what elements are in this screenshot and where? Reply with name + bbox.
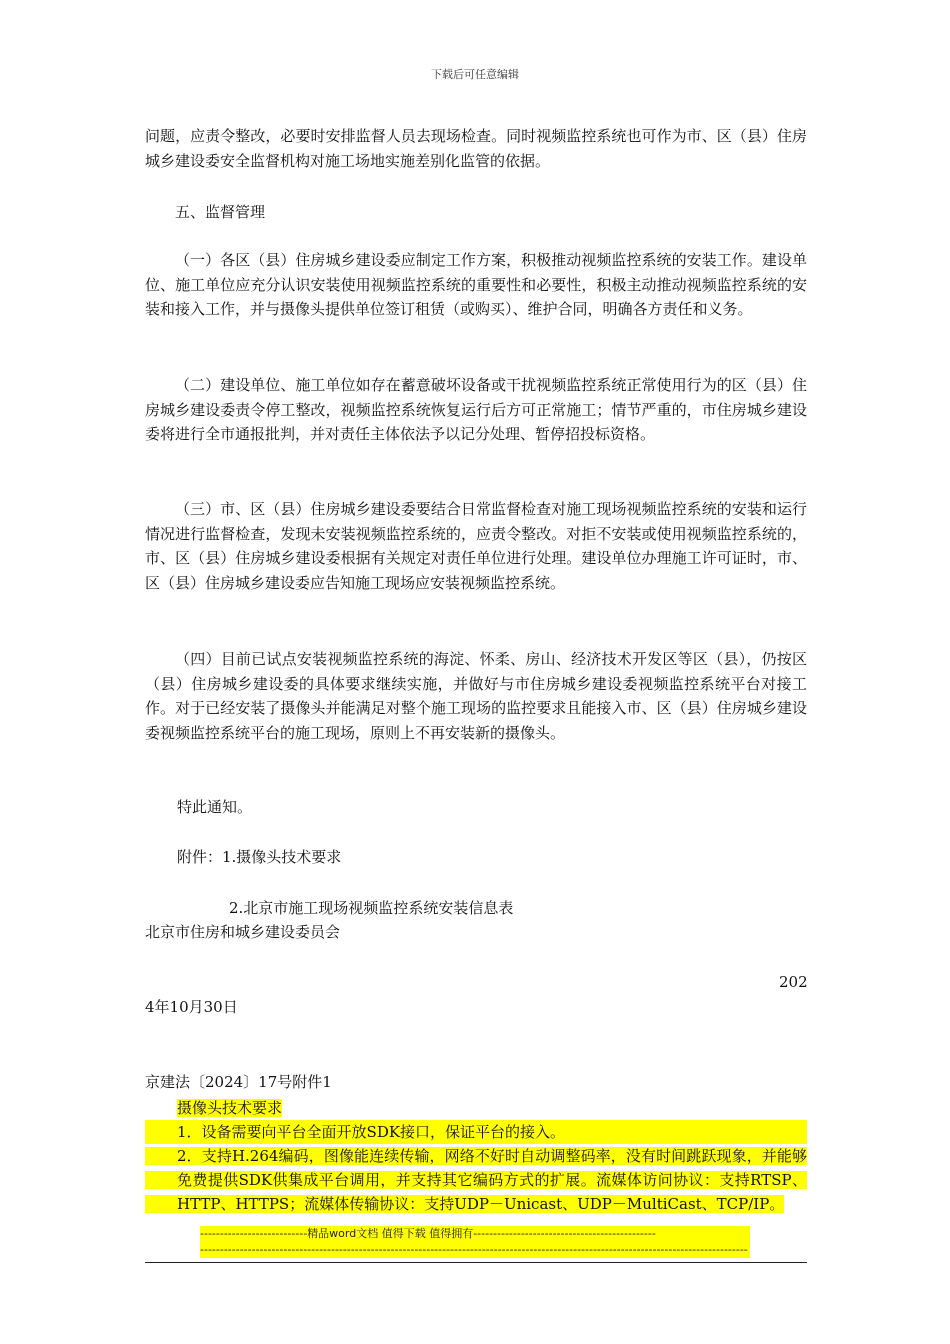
paragraph-item-4: （四）目前已试点安装视频监控系统的海淀、怀柔、房山、经济技术开发区等区（县），仍按区（县）住房城乡建设委的具体要求继续实施，并做好与市住房城乡建设委视频监控系统平台对接工作。对于已经安装了摄像头并能满足对整个施工现场的监控要求且能接入市、区（县）住房城乡建设委视频监控系统平台的施工现场，原则上不再安装新的摄像头。 <box>145 650 807 742</box>
item-three <box>145 497 807 595</box>
footer-rule <box>145 1262 807 1263</box>
attachment-2: 2.北京市施工现场视频监控系统安装信息表 <box>229 899 514 917</box>
item-two <box>145 373 807 447</box>
highlighted-item-1-text: 1．设备需要向平台全面开放SDK接口，保证平台的接入。 <box>145 1120 807 1144</box>
highlighted-item-2-text: 2．支持H.264编码，图像能连续传输，网络不好时自动调整码率，没有时间跳跃现象，并能够免费提供SDK供集成平台调用，并支持其它编码方式的扩展。流媒体访问协议：支持RTSP、HTTP、HTTPS；流媒体传输协议：支持UDP－Unicast、UDP－MultiCast、TCP/IP。 <box>145 1147 807 1213</box>
highlighted-title <box>177 1096 282 1120</box>
paragraph-item-3: （三）市、区（县）住房城乡建设委要结合日常监督检查对施工现场视频监控系统的安装和运行情况进行监督检查，发现未安装视频监控系统的，应责令整改。对拒不安装或使用视频监控系统的，市、区（县）住房城乡建设委根据有关规定对责任单位进行处理。建设单位办理施工许可证时，市、区（县）住房城乡建设委应告知施工现场应安装视频监控系统。 <box>145 500 807 592</box>
date-year-fragment: 202 <box>779 973 808 991</box>
page-header: 下载后可任意编辑 <box>431 68 519 81</box>
footer-dashes: ------------------------------------------------------------------------------------------------------------------------------------------ <box>200 1242 750 1258</box>
paragraph-1: 问题，应责令整改，必要时安排监督人员去现场检查。同时视频监控系统也可作为市、区（县）住房城乡建设委安全监督机构对施工场地实施差别化监管的依据。 <box>145 127 807 170</box>
signer: 北京市住房和城乡建设委员会 <box>145 923 341 941</box>
highlighted-item-1 <box>145 1120 807 1144</box>
paragraph-continuation <box>145 124 807 173</box>
attachment-1: 附件：1.摄像头技术要求 <box>177 848 342 866</box>
footer-banner: ---------------------------精品word文档 值得下载 值得拥有---------------------------------------------- <box>200 1226 750 1242</box>
paragraph-item-1: （一）各区（县）住房城乡建设委应制定工作方案，积极推动视频监控系统的安装工作。建设单位、施工单位应充分认识安装使用视频监控系统的重要性和必要性，积极主动推动视频监控系统的安装和接入工作，并与摄像头提供单位签订租赁（或购买）、维护合同，明确各方责任和义务。 <box>145 251 807 318</box>
notice-text: 特此通知。 <box>177 798 253 816</box>
item-four <box>145 647 807 745</box>
highlighted-item-2 <box>145 1144 807 1216</box>
document-reference: 京建法〔2024〕17号附件1 <box>145 1073 332 1091</box>
section-five <box>145 200 807 225</box>
section-heading: 五、监督管理 <box>175 203 266 221</box>
paragraph-item-2: （二）建设单位、施工单位如存在蓄意破坏设备或干扰视频监控系统正常使用行为的区（县）住房城乡建设委责令停工整改，视频监控系统恢复运行后方可正常施工；情节严重的，市住房城乡建设委将进行全市通报批判，并对责任主体依法予以记分处理、暂停招投标资格。 <box>145 376 807 443</box>
date-rest: 4年10月30日 <box>145 998 238 1016</box>
highlighted-title-text: 摄像头技术要求 <box>177 1099 283 1117</box>
item-one <box>145 248 807 322</box>
